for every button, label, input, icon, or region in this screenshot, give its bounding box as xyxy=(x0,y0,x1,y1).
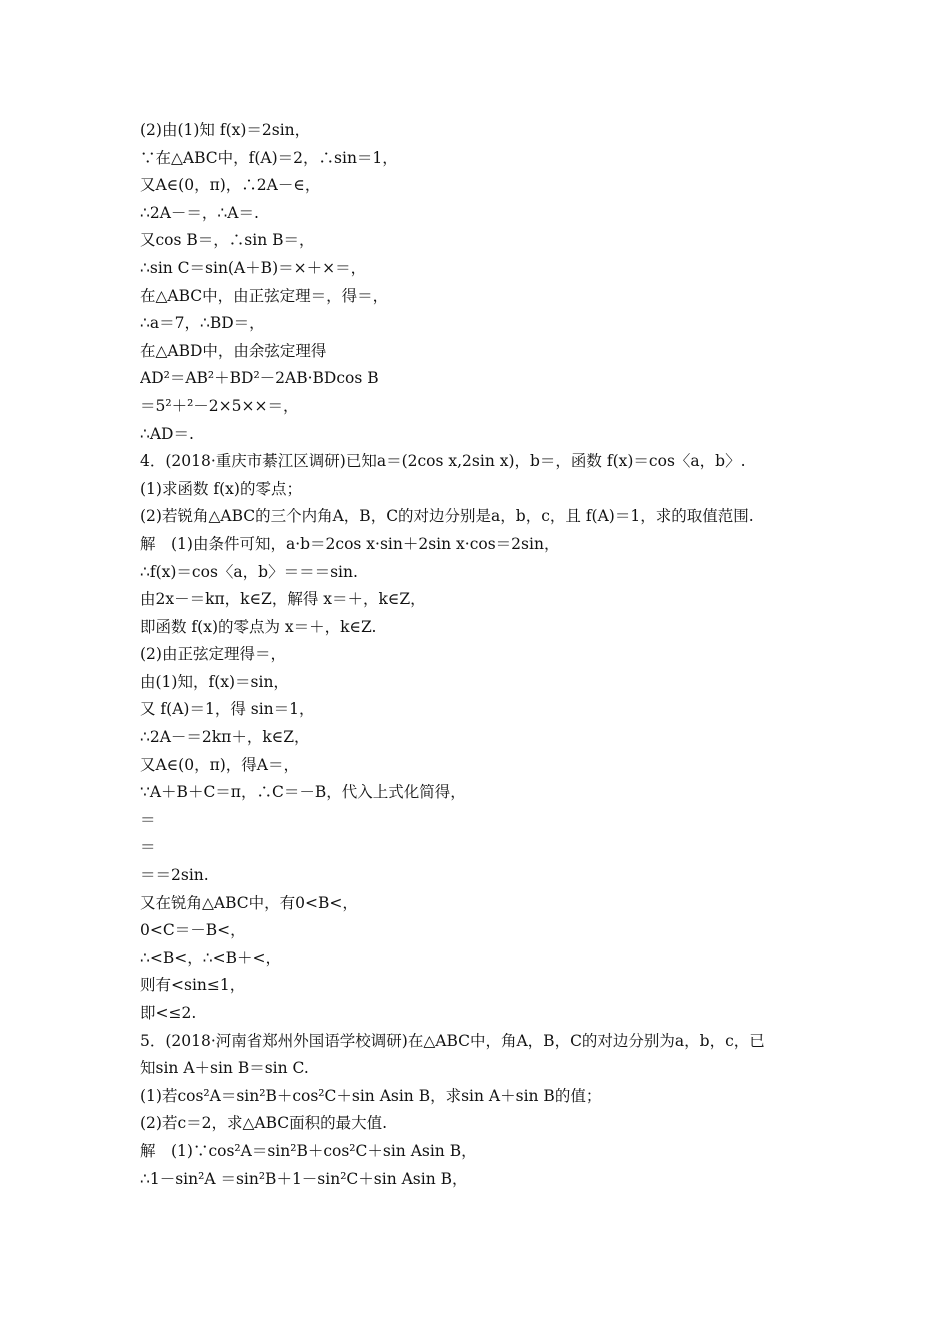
text-line: ∴AD＝. xyxy=(140,424,194,443)
text-line: ＝ xyxy=(140,838,156,857)
text-line: (2)若c＝2，求△ABC面积的最大值. xyxy=(140,1114,388,1133)
document-body xyxy=(140,117,820,1193)
text-line: (2)由(1)知 f(x)＝2sin， xyxy=(140,121,311,139)
text-line: ∴2A－＝2kπ＋，k∈Z， xyxy=(140,728,310,747)
text-line: AD²＝AB²＋BD²－2AB·BDcos B xyxy=(140,369,379,388)
text-line: 在△ABD中，由余弦定理得 xyxy=(140,341,327,360)
text-line: 由2x－＝kπ，k∈Z，解得 x＝＋，k∈Z， xyxy=(140,590,426,609)
text-line: ∴f(x)＝cos〈a，b〉＝＝＝sin. xyxy=(140,562,358,581)
text-line: 在△ABC中，由正弦定理＝，得＝， xyxy=(140,286,389,305)
text-line: ∴1－sin²A ＝sin²B＋1－sin²C＋sin Asin B， xyxy=(140,1169,468,1188)
text-line: 即<≤2. xyxy=(140,1004,197,1022)
solution-4-start: 解 (1)由条件可知，a·b＝2cos x·sin＋2sin x·cos＝2sin， xyxy=(140,534,560,553)
text-line: ＝＝2sin. xyxy=(140,866,209,885)
text-line: 由(1)知，f(x)＝sin， xyxy=(140,672,289,691)
text-line: ∴2A－＝，∴A＝. xyxy=(140,203,259,222)
text-line: 又 f(A)＝1，得 sin＝1， xyxy=(140,700,315,719)
text-line: 又cos B＝，∴sin B＝， xyxy=(140,231,315,250)
text-line: (1)求函数 f(x)的零点； xyxy=(140,479,302,498)
text-line: ∴a＝7，∴BD＝， xyxy=(140,314,265,333)
text-line: ∴<B<，∴<B＋<， xyxy=(140,948,281,967)
text-line: ＝5²＋²－2×5××＝， xyxy=(140,396,299,415)
text-line: ∵在△ABC中，f(A)＝2，∴sin＝1， xyxy=(140,148,398,167)
text-line: 又在锐角△ABC中，有0<B<， xyxy=(140,893,358,912)
problem-5-heading: 5．(2018·河南省郑州外国语学校调研)在△ABC中，角A，B，C的对边分别为a，b，c，已 xyxy=(140,1031,765,1050)
text-line: (2)若锐角△ABC的三个内角A，B，C的对边分别是a，b，c，且 f(A)＝1，求的取值范围. xyxy=(140,507,754,526)
text-line: 则有<sin≤1， xyxy=(140,976,246,995)
solution-5-start: 解 (1)∵cos²A＝sin²B＋cos²C＋sin Asin B， xyxy=(140,1141,477,1160)
text-line: 又A∈(0，π)，∴2A－∈， xyxy=(140,176,321,195)
text-line: ∴sin C＝sin(A＋B)＝×＋×＝， xyxy=(140,258,367,277)
text-line: 又A∈(0，π)，得A＝， xyxy=(140,755,300,774)
text-line: 即函数 f(x)的零点为 x＝＋，k∈Z. xyxy=(140,617,377,636)
text-line: 知sin A＋sin B＝sin C. xyxy=(140,1059,309,1078)
text-line: (2)由正弦定理得＝， xyxy=(140,645,286,664)
text-line: ∵A＋B＋C＝π，∴C＝－B，代入上式化简得， xyxy=(140,783,466,802)
text-line: 0<C＝－B<， xyxy=(140,921,246,940)
text-line: (1)若cos²A＝sin²B＋cos²C＋sin Asin B，求sin A＋sin B的值； xyxy=(140,1086,602,1105)
problem-4-heading: 4．(2018·重庆市綦江区调研)已知a＝(2cos x,2sin x)，b＝，函数 f(x)＝cos〈a，b〉. xyxy=(140,452,746,471)
text-line: ＝ xyxy=(140,810,156,829)
